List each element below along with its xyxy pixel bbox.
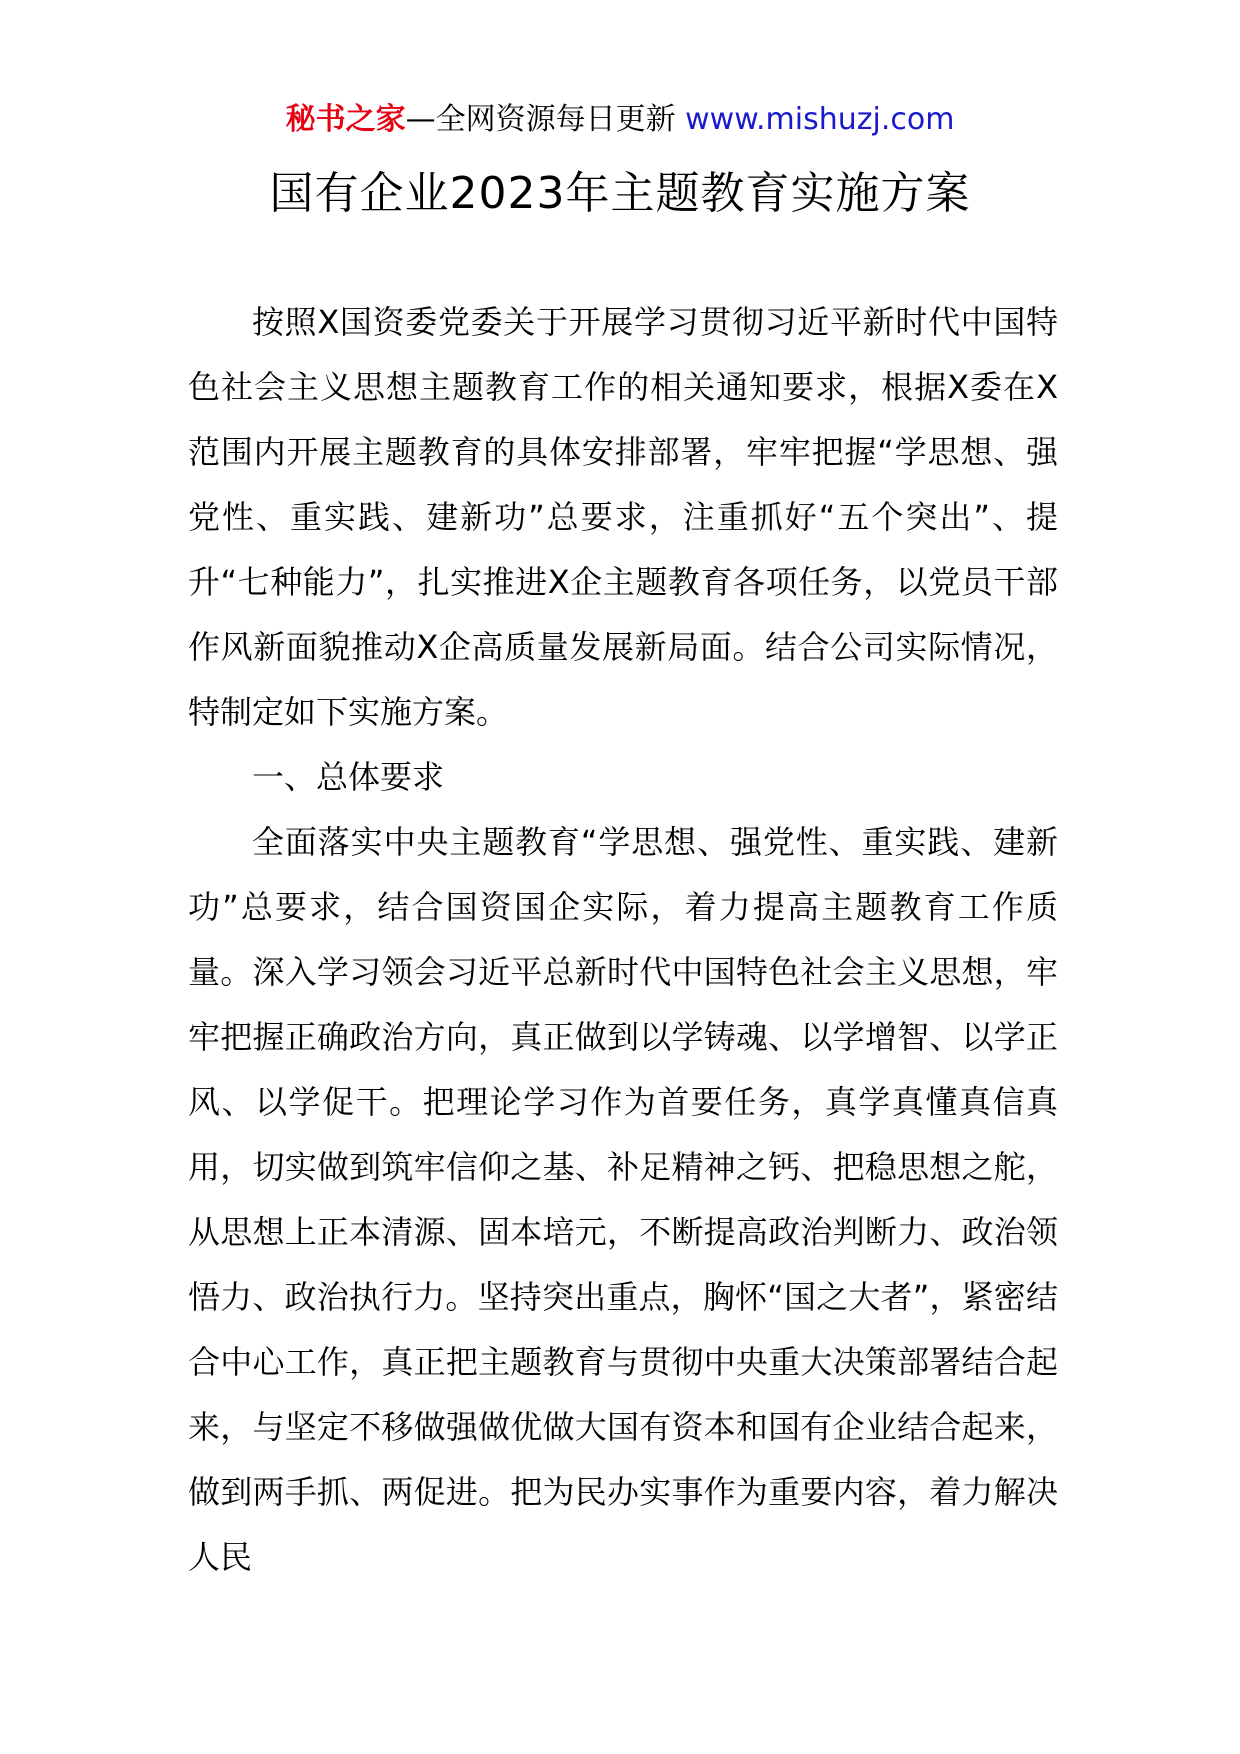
- header-banner: [0, 100, 1240, 140]
- site-url-link[interactable]: www.mishuzj.com: [685, 102, 955, 137]
- header-tagline: —全网资源每日更新: [405, 102, 686, 137]
- intro-paragraph: 按照X国资委党委关于开展学习贯彻习近平新时代中国特色社会主义思想主题教育工作的相关通知要求，根据X委在X范围内开展主题教育的具体安排部署，牢牢把握“学思想、强党性、重实践、建新功”总要求，注重抓好“五个突出”、提升“七种能力”，扎实推进X企主题教育各项任务，以党员干部作风新面貌推动X企高质量发展新局面。结合公司实际情况，特制定如下实施方案。: [188, 303, 1058, 731]
- document-title: 国有企业2023年主题教育实施方案: [269, 168, 971, 219]
- brand-name: 秘书之家: [285, 102, 406, 137]
- document-body: [188, 290, 1058, 1590]
- section-body-general-requirements: 全面落实中央主题教育“学思想、强党性、重实践、建新功”总要求，结合国资国企实际，着力提高主题教育工作质量。深入学习领会习近平总新时代中国特色社会主义思想，牢牢把握正确政治方向，真正做到以学铸魂、以学增智、以学正风、以学促干。把理论学习作为首要任务，真学真懂真信真用，切实做到筑牢信仰之基、补足精神之钙、把稳思想之舵，从思想上正本清源、固本培元，不断提高政治判断力、政治领悟力、政治执行力。坚持突出重点，胸怀“国之大者”，紧密结合中心工作，真正把主题教育与贯彻中央重大决策部署结合起来，与坚定不移做强做优做大国有资本和国有企业结合起来，做到两手抓、两促进。把为民办实事作为重要内容，着力解决人民: [188, 823, 1058, 1576]
- section-heading-general-requirements: 一、总体要求: [252, 758, 445, 796]
